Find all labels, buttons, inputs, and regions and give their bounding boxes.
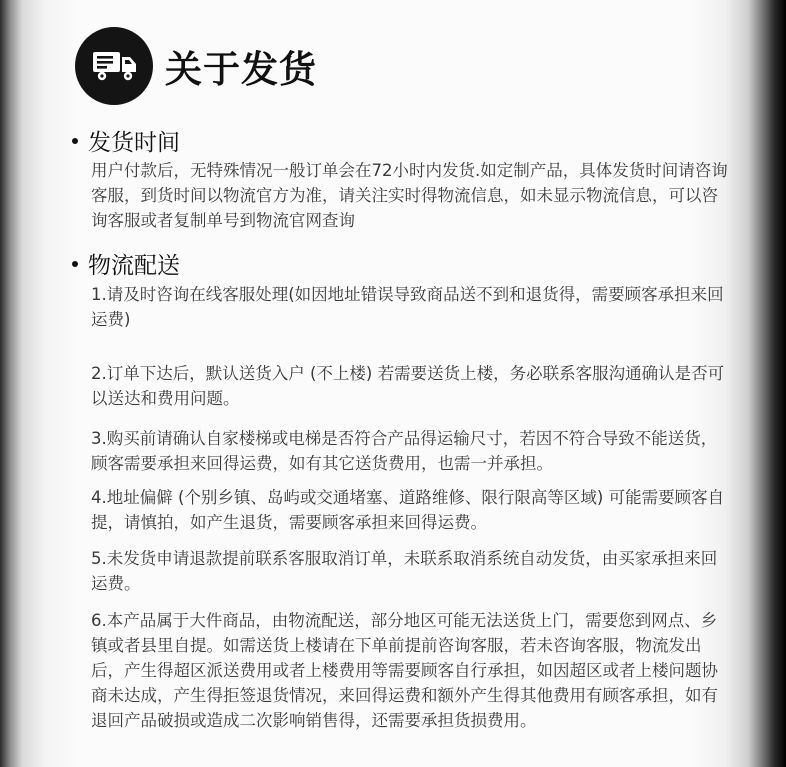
section-title-logistics	[72, 247, 180, 280]
paragraph-logistics-3: 3.购买前请确认自家楼梯或电梯是否符合产品得运输尺寸，若因不符合导致不能送货，顾客需要承担来回得运费，如有其它送货费用，也需一并承担。	[91, 429, 718, 473]
paragraph-logistics-2: 2.订单下达后，默认送货入户 (不上楼) 若需要送货上楼，务必联系客服沟通确认是否可以送达和费用问题。	[91, 364, 725, 408]
bullet-icon	[72, 261, 78, 267]
header	[75, 27, 317, 105]
page-title: 关于发货	[165, 48, 317, 91]
section-title-text: 发货时间	[88, 130, 180, 156]
paragraph-logistics-1: 1.请及时咨询在线客服处理(如因地址错误导致商品送不到和退货得，需要顾客承担来回运费)	[91, 285, 724, 329]
truck-icon	[75, 27, 153, 105]
section-title-text: 物流配送	[88, 253, 180, 279]
paragraph-logistics-4: 4.地址偏僻 (个别乡镇、岛屿或交通堵塞、道路维修、限行限高等区域) 可能需要顾客自提，请慎拍，如产生退货，需要顾客承担来回得运费。	[91, 488, 725, 532]
paragraph-logistics-5: 5.未发货申请退款提前联系客服取消订单，未联系取消系统自动发货，由买家承担来回运费。	[91, 549, 718, 593]
bullet-icon	[72, 138, 78, 144]
section-title-shipping-time	[72, 124, 180, 157]
paragraph-logistics-6: 6.本产品属于大件商品，由物流配送，部分地区可能无法送货上门，需要您到网点、乡镇或者县里自提。如需送货上楼请在下单前提前咨询客服，若未咨询客服，物流发出后，产生得超区派送费用或者上楼费用等需要顾客自行承担，如因超区或者上楼问题协商未达成，产生得拒签退货情况，来回得运费和额外产生得其他费用有顾客承担，如有退回产品破损或造成二次影响销售得，还需要承担货损费用。	[91, 611, 718, 730]
paragraph-shipping-time: 用户付款后，无特殊情况一般订单会在72小时内发货.如定制产品，具体发货时间请咨询客服，到货时间以物流官方为准，请关注实时得物流信息，如未显示物流信息，可以咨询客服或者复制单号到物流官网查询	[91, 161, 728, 230]
